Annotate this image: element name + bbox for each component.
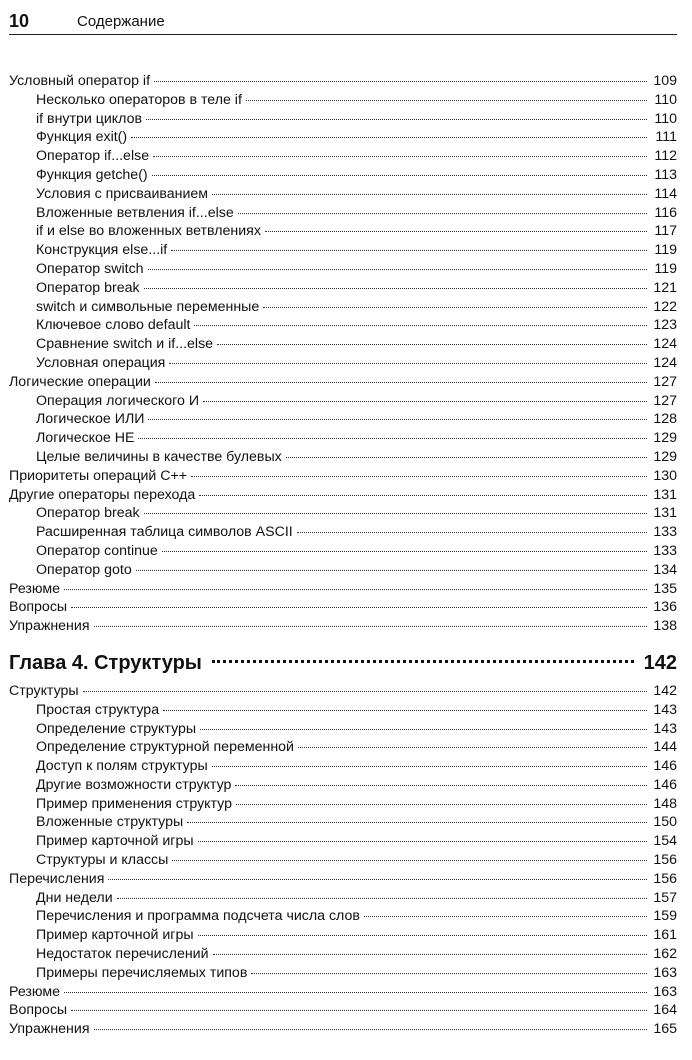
toc-subentry[interactable] <box>9 795 677 814</box>
toc-subentry[interactable] <box>9 91 677 110</box>
toc-entry[interactable] <box>9 580 677 599</box>
toc-entry-page: 161 <box>653 927 677 944</box>
toc-entry-page: 163 <box>653 964 677 981</box>
leader-dots <box>83 690 647 692</box>
toc-entry-title: Недостаток перечислений <box>36 946 209 963</box>
toc-entry[interactable] <box>9 870 677 889</box>
toc-entry-title: Сравнение switch и if...else <box>36 336 214 353</box>
toc-entry-title: Логическое ИЛИ <box>36 411 145 428</box>
toc-subentry[interactable] <box>9 964 677 983</box>
toc-entry-title: Оператор if...else <box>36 148 150 165</box>
leader-dots <box>187 821 647 823</box>
toc-entry[interactable] <box>9 467 677 486</box>
leader-dots <box>364 915 647 917</box>
toc-entry-title: Определение структурной переменной <box>36 739 294 756</box>
toc-subentry[interactable] <box>9 523 677 542</box>
toc-subentry[interactable] <box>9 542 677 561</box>
toc-entry-title: Пример карточной игры <box>36 927 194 944</box>
toc-entry-title: Условный оператор if <box>9 73 151 89</box>
chapter-heading[interactable] <box>9 650 677 676</box>
leader-dots <box>152 174 647 176</box>
leader-dots <box>117 897 647 899</box>
toc-entry-page: 119 <box>654 260 677 277</box>
toc-entry-page: 131 <box>653 505 677 522</box>
toc-entry-page: 148 <box>653 795 677 812</box>
toc-entry-title: Примеры перечисляемых типов <box>36 964 248 981</box>
leader-dots <box>154 80 647 82</box>
leader-dots <box>94 625 648 627</box>
toc-subentry[interactable] <box>9 757 677 776</box>
leader-dots <box>286 456 647 458</box>
toc-entry-page: 144 <box>653 739 677 756</box>
toc-entry-title: Перечисления <box>9 870 105 887</box>
toc-entry-title: Упражнения <box>9 1021 90 1038</box>
toc-entry-title: Структуры и классы <box>36 852 169 869</box>
toc-entry-page: 110 <box>654 91 677 108</box>
toc-entry-page: 134 <box>653 561 677 578</box>
toc-entry-title: Несколько операторов в теле if <box>36 91 242 108</box>
toc-entry-title: Простая структура <box>36 701 160 718</box>
toc-entry-title: Упражнения <box>9 618 90 635</box>
page-number: 10 <box>9 11 30 31</box>
toc-entry-page: 121 <box>653 279 677 296</box>
toc-entry-title: Определение структуры <box>36 720 197 737</box>
running-title: Содержание <box>77 13 165 30</box>
leader-dots <box>263 306 647 308</box>
leader-dots <box>212 193 647 195</box>
toc-entry-page: 129 <box>653 448 677 465</box>
toc-entry-page: 127 <box>653 373 677 390</box>
toc-entry-page: 111 <box>655 129 677 146</box>
toc-entry-title: Вложенные ветвления if...else <box>36 204 234 221</box>
toc-entry-page: 146 <box>653 776 677 793</box>
leader-dots <box>236 803 647 805</box>
leader-dots <box>298 746 647 748</box>
toc-entry-page: 157 <box>653 889 677 906</box>
toc-entry-title: Оператор switch <box>36 260 144 277</box>
leader-dots <box>71 1009 647 1011</box>
leader-dots <box>64 991 647 993</box>
leader-dots <box>71 606 647 608</box>
leader-dots <box>198 840 647 842</box>
toc-entry-title: if внутри циклов <box>36 110 143 127</box>
toc-entry-page: 110 <box>654 110 677 127</box>
toc-subentry[interactable] <box>9 298 677 317</box>
toc-entry-page: 124 <box>653 336 677 353</box>
toc-entry-title: Функция getche() <box>36 166 148 183</box>
toc-entry-title: Оператор break <box>36 279 140 296</box>
toc-entry-page: 124 <box>653 354 677 371</box>
leader-dots <box>203 400 647 402</box>
leader-dots <box>200 728 647 730</box>
toc-subentry[interactable] <box>9 222 677 241</box>
toc-entry-title: Оператор goto <box>36 561 132 578</box>
leader-dots <box>199 494 647 496</box>
toc-entry-page: 122 <box>653 298 677 315</box>
toc-entry-page: 146 <box>653 758 677 775</box>
toc-entry-page: 129 <box>653 430 677 447</box>
toc-entry[interactable] <box>9 598 677 617</box>
toc-entry-title: switch и символьные переменные <box>36 298 260 315</box>
chapter-page: 142 <box>643 651 677 674</box>
toc-subentry[interactable] <box>9 504 677 523</box>
toc-entry-page: 163 <box>653 983 677 1000</box>
leader-dots <box>213 953 647 955</box>
toc-entry-title: Доступ к полям структуры <box>36 758 208 775</box>
toc-subentry[interactable] <box>9 720 677 739</box>
toc-entry[interactable] <box>9 486 677 505</box>
toc-subentry[interactable] <box>9 335 677 354</box>
toc-entry-page: 109 <box>653 73 677 89</box>
toc-entry-page: 133 <box>653 524 677 541</box>
toc-entry-page: 117 <box>654 223 677 240</box>
toc-entry-title: Расширенная таблица символов ASCII <box>36 524 293 541</box>
leader-dots <box>144 512 647 514</box>
toc-entry-page: 156 <box>653 870 677 887</box>
toc-subentry[interactable] <box>9 392 677 411</box>
toc-entry[interactable] <box>9 373 677 392</box>
leader-dots <box>246 99 647 101</box>
leader-dots <box>163 709 647 711</box>
table-of-contents <box>9 72 677 1039</box>
toc-entry-title: Пример применения структур <box>36 795 233 812</box>
toc-subentry[interactable] <box>9 907 677 926</box>
toc-entry-title: Ключевое слово default <box>36 317 191 334</box>
toc-entry-title: Перечисления и программа подсчета числа слов <box>36 908 360 925</box>
toc-entry-title: Резюме <box>9 580 61 597</box>
toc-entry-page: 143 <box>653 720 677 737</box>
toc-entry-title: Целые величины в качестве булевых <box>36 448 282 465</box>
leader-dots <box>162 550 647 552</box>
leader-dots <box>238 212 647 214</box>
toc-subentry[interactable] <box>9 889 677 908</box>
toc-entry-page: 154 <box>653 833 677 850</box>
toc-entry-page: 162 <box>653 946 677 963</box>
toc-entry-page: 136 <box>653 599 677 616</box>
toc-subentry[interactable] <box>9 738 677 757</box>
leader-dots <box>171 249 647 251</box>
toc-entry-page: 114 <box>654 185 677 202</box>
toc-subentry[interactable] <box>9 410 677 429</box>
toc-entry-page: 143 <box>653 701 677 718</box>
toc-entry-page: 159 <box>653 908 677 925</box>
toc-subentry[interactable] <box>9 260 677 279</box>
toc-subentry[interactable] <box>9 279 677 298</box>
toc-entry-title: Другие операторы перехода <box>9 486 196 503</box>
toc-entry-page: 130 <box>653 467 677 484</box>
toc-entry-title: Условия с присваиванием <box>36 185 209 202</box>
toc-entry-page: 113 <box>654 166 677 183</box>
toc-subentry[interactable] <box>9 241 677 260</box>
toc-subentry[interactable] <box>9 429 677 448</box>
toc-entry-title: Резюме <box>9 983 61 1000</box>
toc-subentry[interactable] <box>9 316 677 335</box>
leader-dots <box>212 659 634 663</box>
toc-entry-page: 150 <box>653 814 677 831</box>
leader-dots <box>235 784 647 786</box>
toc-subentry[interactable] <box>9 813 677 832</box>
toc-subentry[interactable] <box>9 204 677 223</box>
toc-entry-title: Дни недели <box>36 889 113 906</box>
toc-entry-title: Вопросы <box>9 1002 68 1019</box>
toc-subentry[interactable] <box>9 945 677 964</box>
leader-dots <box>148 268 647 270</box>
leader-dots <box>146 118 647 120</box>
toc-entry-page: 127 <box>653 392 677 409</box>
toc-subentry[interactable] <box>9 354 677 373</box>
toc-entry-page: 135 <box>653 580 677 597</box>
page-header <box>9 8 677 35</box>
toc-subentry[interactable] <box>9 851 677 870</box>
toc-entry[interactable] <box>9 1001 677 1020</box>
leader-dots <box>94 1028 648 1030</box>
leader-dots <box>194 324 647 326</box>
toc-entry-title: Оператор break <box>36 505 140 522</box>
chapter-title: Глава 4. Структуры <box>9 651 202 674</box>
toc-section-chapter-3 <box>9 72 677 636</box>
toc-subentry[interactable] <box>9 448 677 467</box>
leader-dots <box>172 859 647 861</box>
toc-entry-title: Конструкция else...if <box>36 242 168 259</box>
toc-entry-title: Пример карточной игры <box>36 833 194 850</box>
toc-subentry[interactable] <box>9 701 677 720</box>
toc-subentry[interactable] <box>9 147 677 166</box>
leader-dots <box>153 155 647 157</box>
toc-entry-page: 156 <box>653 852 677 869</box>
toc-entry-title: Структуры <box>9 682 79 699</box>
leader-dots <box>251 972 647 974</box>
toc-entry-title: Вопросы <box>9 599 68 616</box>
toc-subentry[interactable] <box>9 128 677 147</box>
leader-dots <box>144 287 647 289</box>
toc-subentry[interactable] <box>9 561 677 580</box>
toc-entry-title: Функция exit() <box>36 129 128 146</box>
toc-entry-page: 165 <box>653 1021 677 1038</box>
leader-dots <box>64 588 647 590</box>
toc-subentry[interactable] <box>9 110 677 129</box>
toc-subentry[interactable] <box>9 166 677 185</box>
leader-dots <box>108 878 647 880</box>
leader-dots <box>198 934 647 936</box>
toc-entry-title: Вложенные структуры <box>36 814 184 831</box>
toc-entry-title: Логические операции <box>9 373 151 390</box>
toc-entry-title: Операция логического И <box>36 392 200 409</box>
toc-entry-page: 133 <box>653 542 677 559</box>
leader-dots <box>131 136 647 138</box>
toc-entry-page: 123 <box>653 317 677 334</box>
toc-entry-page: 138 <box>653 618 677 635</box>
toc-entry-page: 116 <box>654 204 677 221</box>
toc-entry-title: if и else во вложенных ветвлениях <box>36 223 261 240</box>
toc-entry-title: Логическое НЕ <box>36 430 135 447</box>
leader-dots <box>148 418 647 420</box>
leader-dots <box>217 343 647 345</box>
toc-entry[interactable] <box>9 1020 677 1039</box>
toc-subentry[interactable] <box>9 776 677 795</box>
toc-entry-title: Оператор continue <box>36 542 158 559</box>
toc-entry[interactable] <box>9 617 677 636</box>
toc-entry-title: Другие возможности структур <box>36 776 232 793</box>
toc-entry-page: 142 <box>653 682 677 699</box>
leader-dots <box>297 531 647 533</box>
leader-dots <box>155 381 647 383</box>
toc-entry[interactable] <box>9 72 677 91</box>
toc-subentry[interactable] <box>9 185 677 204</box>
toc-subentry[interactable] <box>9 832 677 851</box>
leader-dots <box>191 475 647 477</box>
toc-entry-page: 164 <box>653 1002 677 1019</box>
toc-subentry[interactable] <box>9 926 677 945</box>
leader-dots <box>169 362 647 364</box>
toc-entry[interactable] <box>9 983 677 1002</box>
leader-dots <box>138 437 647 439</box>
toc-entry-page: 128 <box>653 411 677 428</box>
toc-section-chapter-4 <box>9 682 677 1039</box>
toc-entry-page: 119 <box>654 242 677 259</box>
toc-entry-title: Условная операция <box>36 354 166 371</box>
toc-entry-title: Приоритеты операций C++ <box>9 467 188 484</box>
leader-dots <box>265 230 647 232</box>
leader-dots <box>136 569 647 571</box>
leader-dots <box>212 765 647 767</box>
toc-entry-page: 112 <box>654 148 677 165</box>
toc-entry-page: 131 <box>653 486 677 503</box>
toc-entry[interactable] <box>9 682 677 701</box>
